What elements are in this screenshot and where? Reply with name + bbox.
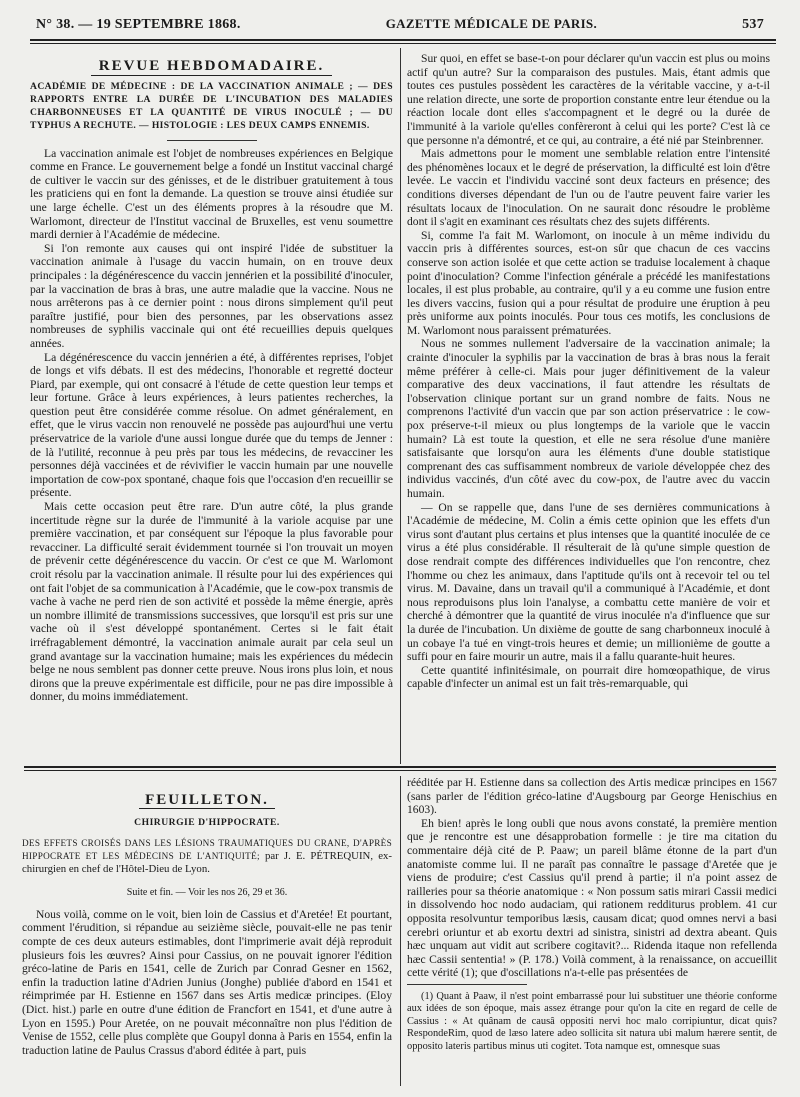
paragraph: — On se rappelle que, dans l'une de ses dernières communications à l'Académie de médecine, M. Colin a émis cette opinion que les effets d'un virus sont d'autant plus certains et plus intenses que la quantité inoculée de ce virus a été plus considérable. Il résulterait de là qu'une simple question de dose rendrait compte des différences individuelles que l'on rencontre, chez l'homme ou chez les animaux, dans l'aptitude qu'ils ont à recevoir tel ou tel virus. M. Davaine, dans un travail qu'il a communiqué à l'Académie, et dont nous reproduisons plus loin l'analyse, a combattu cette manière de voir et cherché à démontrer que la quantité de virus inoculée n'a d'influence que sur la durée de l'incubation. Un dixième de goutte de sang charbonneux inoculé à un cobaye l'a tué en vingt-trois heures et demie; un millionième de goutte a suffi pour en faire mourir un autre, mais il a fallu quarante-huit heures. (407, 500, 770, 664)
paragraph: Nous ne sommes nullement l'adversaire de la vaccination animale; la crainte d'inoculer la syphilis par la vaccination de bras à bras nous la ferait même préférer à celle-ci. Mais pour juger définitivement de la valeur comparative des deux vaccinations, il faut attendre les résultats de l'observation clinique portant sur un grand nombre de faits. Nous ne comprenons l'activité d'un vaccin que par son action préservatrice : le cow-pox préserve-t-il mieux ou plus longtemps de la variole que le vaccin humain? Là est toute la question, et elle ne sera résolue d'une manière satisfaisante que lorsqu'on aura les éléments d'une double statistique comprenant des cas suffisamment nombreux de variole développée chez des individus vaccinés, d'un côté avec du cow-pox, de l'autre avec du vaccin humain. (407, 337, 770, 500)
feuilleton-rule-thin (24, 770, 776, 771)
issue-date: N° 38. — 19 SEPTEMBRE 1868. (36, 17, 241, 32)
feuilleton-title: FEUILLETON. (139, 792, 275, 809)
revue-right-column (407, 52, 770, 762)
paragraph: Mais cette occasion peut être rare. D'un autre côté, la plus grande incertitude règne sur la durée de l'immunité à la variole acquise par une première vaccination, et par conséquent sur l'époque la plus favorable pour revacciner. La difficulté serait évidemment tournée si l'on trouvait un moyen de prévenir cette dégénérescence du vaccin. Or c'est ce que M. Warlomont croit résolu par la vaccination animale. Il résulte pour lui des expériences qui ont fait l'objet de sa communication à l'Académie, que le cow-pox transmis de vache à vache ne perd rien de son activité et possède la même énergie, après un nombre illimité de transmissions successives, que lorsqu'il est pris sur une vache où il s'est développé spontanément. Certes si le fait était irréfragablement démontré, la vaccination animale aurait par cela seul un grand avantage sur la vaccination humaine; mais les expériences du médecin belge ne nous semblent pas donner cette preuve. Nous irons plus loin, et nous dirons que la preuve expérimentale est difficile, pour ne pas dire impossible à donner, du moins immédiatement. (30, 500, 393, 704)
revue-title: REVUE HEBDOMADAIRE. (91, 58, 333, 76)
paragraph: Nous voilà, comme on le voit, bien loin de Cassius et d'Aretée! Et pourtant, comment l'érudition, si répandue au seizième siècle, pouvait-elle ne pas tenir compte de ces deux auteurs estimables, dont l'imprimerie avait déjà reproduit plusieurs fois les œuvres? Ainsi pour Cassius, on ne pouvait ignorer l'édition gréco-latine de Paris en 1541, celle de Zurich par Conrad Gesner en 1562, enfin la traduction latine d'Adrien Junius (Jonghe) publiée d'abord en 1541 et réimprimée par H. Estienne en 1567 dans ses Artis medicæ principes. (Eloy (Dict. hist.) parle en outre d'une édition de Francfort en 1541, et d'une autre à Lyon en 1595.) Pour Aretée, on ne pouvait méconnaître non plus l'édition de Venise de 1552, celle plus complète que Goupyl donna à Paris en 1554, enfin la traduction latine de Paulus Crassus d'abord éditée à part, puis (22, 907, 392, 1057)
work-title-caps: DES EFFETS CROISÉS DANS LES LÉSIONS TRAUMATIQUES DU CRANE, D'APRÈS HIPPOCRATE ET LES MÉDECINS DE L'ANTIQUITÉ; (22, 838, 392, 862)
paragraph: Cette quantité infinitésimale, on pourrait dire homœopathique, de virus capable d'infecter un animal est un fait très-remarquable, qui (407, 663, 770, 691)
revue-left-column (30, 52, 393, 762)
continuation-note: Suite et fin. — Voir les nos 26, 29 et 36. (126, 887, 288, 899)
column-divider (400, 48, 401, 764)
footnote (407, 991, 777, 1053)
section-title (30, 60, 393, 74)
paragraph: Eh bien! après le long oubli que nous avons constaté, la première mention que je rencontre est une désapprobation formelle : je tire ma citation du commentaire déjà cité de P. Paaw; un pareil blâme étonne de la part d'un anatomiste comme lui. Il ne paraît pas connaître le passage d'Aretée que je viens de produire; c'est Cassius qu'il prend à partie; il n'a point assez de railleries pour sa théorie anatomique : « Non possum satis mirari Cassii medici in dissolvendo hoc nodo audaciam, qui rationem redditurus problem. 41 cur opposita resolvuntur temporibus læsis, causam dicat; quod omnes nervi a basi cerebri oriuntur et ab exortu dextri ad sinistra, sinistri ad dextra abeant. Quis hæc unquam aut vidit aut scribere cogitavit?... Ridenda itaque non refellenda hæc Cassii sententia! » (P. 178.) Voilà comment, à la renaissance, on accueillit cette vérité (1); que d'oscillations n'a-t-elle pas présentées de (407, 816, 777, 980)
header-rule-thin (30, 43, 776, 44)
footnote-text: (1) Quant à Paaw, il n'est point embarrassé pour lui substituer une théorie conforme aux idées de son époque, mais assez étrange pour qu'on la cite en regard de celle de Cassius : « At quânam de causâ oppositi nervi hoc malo corripiuntur, dicat quis? RespondeRim, quod de læso latere adeo sollicita sit natura ubi malum hærere sentit, de opposito lateris partibus minus uti cogitet. Tota namque est, omnesque suas (407, 990, 777, 1052)
paragraph: La dégénérescence du vaccin jennérien a été, à différentes reprises, l'objet de longs et vifs débats. Il est des médecins, l'honorable et regretté docteur Piard, par exemple, qui ont consacré à l'étude de cette question leur temps et leur fortune. Grâce à leurs expériences, à leurs patientes recherches, la question peut être considérée comme résolue. On admet généralement, en effet, que le virus vaccin non renouvelé ne possède pas aujourd'hui une vertu préservatrice de la variole d'une aussi longue durée que du temps de Jenner : de là l'utilité, reconnue à peu près par tous les médecins, de revacciner les personnes déjà vaccinées et de révivifier le vaccin humain par une nouvelle importation de cow-pox spontané, chaque fois que l'occasion d'en recueillir se présente. (30, 350, 393, 500)
feuilleton-rule (24, 766, 776, 768)
revue-summary: ACADÉMIE DE MÉDECINE : DE LA VACCINATION ANIMALE ; — DES RAPPORTS ENTRE LA DURÉE DE L'INCUBATION DES MALADIES CHARBONNEUSES ET LA QUANTITÉ DE VIRUS INOCULÉ ; — DU TYPHUS A RECHUTE. — HISTOLOGIE : LES DEUX CAMPS ENNEMIS. (30, 80, 393, 131)
work-author: par J. E. PÉTREQUIN, ex-chirurgien en chef de l'Hôtel-Dieu de Lyon. (22, 850, 392, 876)
paragraph: La vaccination animale est l'objet de nombreuses expériences en Belgique comme en France. Le gouvernement belge a fondé un Institut vaccinal chargé de cultiver le vaccin sur des génisses, et de le distribuer gratuitement à tous les praticiens qui en font la demande. La question se trouve ainsi étudiée sur une large échelle. C'est un des éléments propres à la résoudre que M. Warlomont, directeur de l'Institut vaccinal de Bruxelles, est venu soumettre mardi dernier à l'Académie de médecine. (30, 146, 393, 242)
feuilleton-left-column (22, 788, 392, 1088)
header-rule (30, 39, 776, 41)
page-header (36, 16, 764, 38)
feuilleton-rubric: CHIRURGIE D'HIPPOCRATE. (134, 816, 280, 828)
paragraph: Sur quoi, en effet se base-t-on pour déclarer qu'un vaccin est plus ou moins actif qu'un autre? Sur la comparaison des pustules. Mais, étant admis que toutes ces pustules possèdent les caractères de la véritable vaccine, y a-t-il une relation directe, une sorte de proportion constante entre leur étendue ou la réaction locale dont elles s'accompagnent et le degré ou la durée de l'immunité à la variole qu'elles confèreront à celui qui les porte? C'est là ce que personne n'a démontré, et ce qui, au contraire, a été nié par Steinbrenner. (407, 52, 770, 147)
work-title (22, 837, 392, 876)
journal-title: GAZETTE MÉDICALE DE PARIS. (385, 16, 598, 31)
feuilleton-heading (22, 794, 392, 808)
column-divider (400, 776, 401, 1086)
paragraph: Si, comme l'a fait M. Warlomont, on inocule à un même individu du vaccin pris à différentes sources, est-on sûr que chacun de ces vaccins conserve son action isolée et que cette action se traduise localement à chaque point d'inoculation? Comme l'infection générale a précédé les manifestations locales, il est plus probable, au contraire, qu'il y a eu comme une fusion entre les divers vaccins, fusion qui a pour résultat de produire une éruption à peu près uniforme aux points inoculés. Pour tous ces motifs, les conclusions de M. Warlomont nous paraissent prématurées. (407, 228, 770, 337)
summary-rule (167, 140, 257, 141)
footnote-rule (407, 984, 527, 985)
paragraph: Si l'on remonte aux causes qui ont inspiré l'idée de substituer la vaccination animale à l'usage du vaccin humain, on en trouve deux principales : la dégénérescence du vaccin jennérien et la possibilité d'inoculer, par la vaccination de bras à bras, une autre maladie que la vaccine. Nous ne nous arrêterons pas à ce dernier point : nous dirons simplement qu'il peut paraître justifié, pour bien des personnes, par les observations assez nombreuses de syphilis vaccinale qui ont été recueillies depuis quelques années. (30, 241, 393, 350)
paragraph: rééditée par H. Estienne dans sa collection des Artis medicæ principes en 1567 (sans parler de l'édition gréco-latine d'Augsbourg par George Henischius en 1603). (407, 776, 777, 817)
page-number: 537 (742, 17, 764, 32)
paragraph: Mais admettons pour le moment une semblable relation entre l'intensité des phénomènes locaux et le degré de préservation, la difficulté est loin d'être levée. Le vaccin et l'individu vacciné sont deux facteurs en présence; des conditions diverses dépendant de l'un ou de l'autre peuvent faire varier les résultats locaux de l'inoculation. On ne saurait donc résoudre le problème dont il s'agit en examinant ces résultats chez des sujets différents. (407, 147, 770, 229)
feuilleton-right-column (407, 776, 777, 1088)
